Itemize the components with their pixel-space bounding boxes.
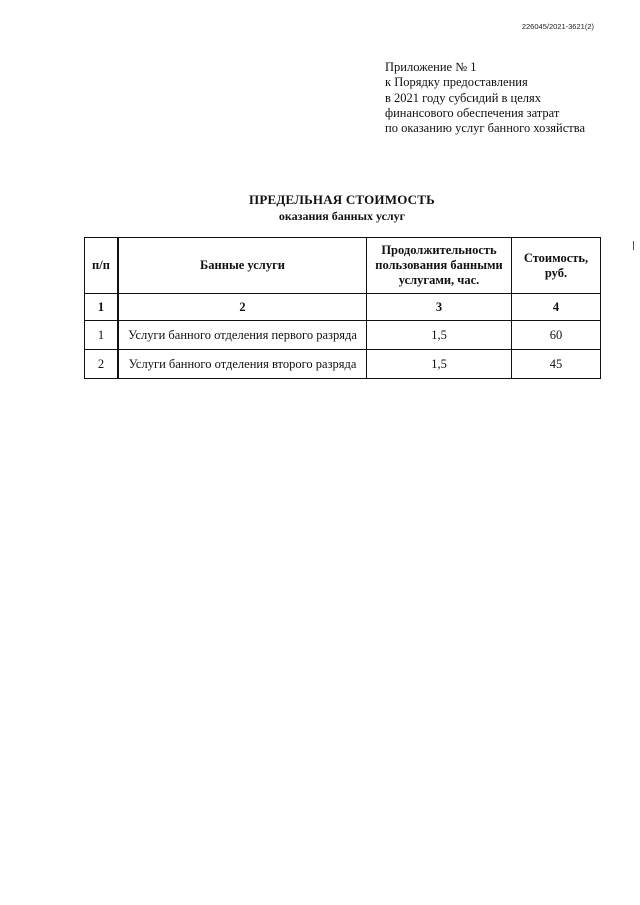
table-header-row [85,238,601,294]
document-title-block [0,192,640,224]
column-number-row [85,294,601,321]
table-row [85,321,601,350]
column-number-cell: 4 [512,294,601,321]
service-cell: Услуги банного отделения второго разряда [118,350,367,379]
duration-cell: 1,5 [367,350,512,379]
duration-cell: 1,5 [367,321,512,350]
table-row [85,350,601,379]
column-number-cell: 1 [85,294,119,321]
price-cell: 45 [512,350,601,379]
price-table [84,237,601,379]
column-number-cell: 2 [118,294,367,321]
row-number-cell: 1 [85,321,119,350]
document-title: ПРЕДЕЛЬНАЯ СТОИМОСТЬ [249,192,435,207]
document-registration-number: 226045/2021-3621(2) [521,22,594,31]
price-cell: 60 [512,321,601,350]
column-number-cell: 3 [367,294,512,321]
document-subtitle: оказания банных услуг [278,209,406,223]
appendix-line: финансового обеспечения затрат [385,105,560,120]
row-number-cell: 2 [85,350,119,379]
header-cell-duration: Продолжительность пользования банными услугами, час. [367,238,512,294]
appendix-line: в 2021 году субсидий в целях [385,90,542,105]
service-cell: Услуги банного отделения первого разряда [118,321,367,350]
header-cell-service: Банные услуги [118,238,367,294]
header-cell-price: Стоимость, руб. [512,238,601,294]
appendix-line: по оказанию услуг банного хозяйства [385,121,586,136]
scan-mark [633,241,634,250]
appendix-header [385,60,585,136]
appendix-line: к Порядку предоставления [385,75,528,90]
header-cell-number: п/п [85,238,119,294]
appendix-line: Приложение № 1 [385,60,477,74]
